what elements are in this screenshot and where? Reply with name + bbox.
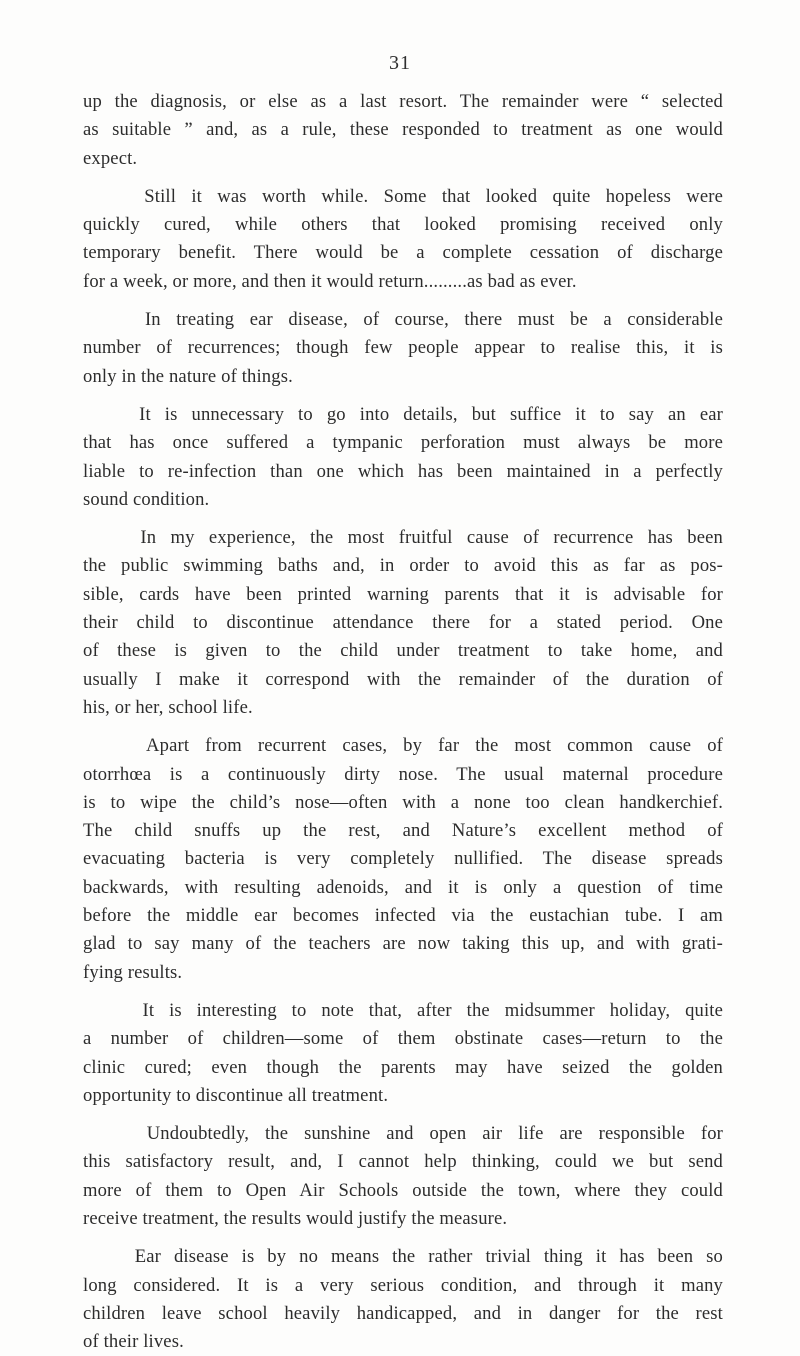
text-line: In treating ear disease, of course, there must be a considerable xyxy=(83,309,723,331)
paragraph-gap xyxy=(83,987,723,997)
paragraph-gap xyxy=(83,391,723,401)
text-line: temporary benefit. There would be a complete cessation of discharge xyxy=(83,242,723,264)
text-line: glad to say many of the teachers are now taking this up, and with grati- xyxy=(83,933,723,955)
text-line: of these is given to the child under treatment to take home, and xyxy=(83,640,723,662)
paragraph-gap xyxy=(83,722,723,732)
text-line: number of recurrences; though few people appear to realise this, it is xyxy=(83,337,723,359)
text-line: is to wipe the child’s nose—often with a none too clean handkerchief. xyxy=(83,791,723,813)
text-line: liable to re-infection than one which has been maintained in a perfectly xyxy=(83,460,723,482)
text-line: It is interesting to note that, after the midsummer holiday, quite xyxy=(83,999,723,1021)
paragraph xyxy=(83,401,723,514)
paragraph-gap xyxy=(83,296,723,306)
text-line: usually I make it correspond with the remainder of the duration of xyxy=(83,668,723,690)
text-line: sible, cards have been printed warning parents that it is advisable for xyxy=(83,583,723,605)
body-text xyxy=(83,88,723,1356)
text-line: for a week, or more, and then it would return.........as bad as ever. xyxy=(83,270,577,292)
paragraph xyxy=(83,732,723,987)
paragraph-gap xyxy=(83,1110,723,1120)
text-line: his, or her, school life. xyxy=(83,696,253,718)
paragraph-gap xyxy=(83,1233,723,1243)
text-line: The child snuffs up the rest, and Nature’s excellent method of xyxy=(83,820,723,842)
text-line: long considered. It is a very serious condition, and through it many xyxy=(83,1274,723,1296)
text-line: clinic cured; even though the parents may have seized the golden xyxy=(83,1056,723,1078)
text-line: receive treatment, the results would justify the measure. xyxy=(83,1207,508,1229)
paragraph xyxy=(83,183,723,296)
text-line: Still it was worth while. Some that looked quite hopeless were xyxy=(83,185,723,207)
paragraph-gap xyxy=(83,173,723,183)
text-line: up the diagnosis, or else as a last resort. The remainder were “ selected xyxy=(83,91,723,112)
text-line: of their lives. xyxy=(83,1331,184,1353)
text-line: fying results. xyxy=(83,961,183,983)
paragraph xyxy=(83,88,723,173)
text-line: Undoubtedly, the sunshine and open air life are responsible for xyxy=(83,1123,723,1145)
text-line: evacuating bacteria is very completely nullified. The disease spreads xyxy=(83,848,723,870)
text-line: backwards, with resulting adenoids, and it is only a question of time xyxy=(83,876,723,898)
text-line: expect. xyxy=(83,147,138,169)
text-line: before the middle ear becomes infected via the eustachian tube. I am xyxy=(83,905,723,927)
paragraph xyxy=(83,1243,723,1356)
paragraph xyxy=(83,524,723,722)
text-line: only in the nature of things. xyxy=(83,365,293,387)
text-line: more of them to Open Air Schools outside the town, where they could xyxy=(83,1179,723,1201)
text-line: the public swimming baths and, in order to avoid this as far as pos- xyxy=(83,555,723,577)
text-line: children leave school heavily handicapped, and in danger for the rest xyxy=(83,1302,723,1324)
text-line: that has once suffered a tympanic perforation must always be more xyxy=(83,432,723,454)
paragraph xyxy=(83,306,723,391)
paragraph xyxy=(83,1120,723,1233)
text-line: In my experience, the most fruitful cause of recurrence has been xyxy=(83,527,723,549)
text-line: Ear disease is by no means the rather trivial thing it has been so xyxy=(83,1246,723,1268)
text-line: their child to discontinue attendance there for a stated period. One xyxy=(83,612,723,634)
paragraph-gap xyxy=(83,514,723,524)
text-line: opportunity to discontinue all treatment. xyxy=(83,1084,389,1106)
text-line: quickly cured, while others that looked promising received only xyxy=(83,214,723,236)
paragraph xyxy=(83,997,723,1110)
text-line: otorrhœa is a continuously dirty nose. The usual maternal procedure xyxy=(83,763,723,785)
text-line: It is unnecessary to go into details, but suffice it to say an ear xyxy=(83,403,723,425)
text-line: a number of children—some of them obstinate cases—return to the xyxy=(83,1028,723,1050)
page-number: 31 xyxy=(389,52,411,74)
text-line: sound condition. xyxy=(83,488,210,510)
text-line: Apart from recurrent cases, by far the most common cause of xyxy=(83,735,723,757)
text-line: this satisfactory result, and, I cannot help thinking, could we but send xyxy=(83,1151,723,1173)
text-line: as suitable ” and, as a rule, these responded to treatment as one would xyxy=(83,119,723,141)
